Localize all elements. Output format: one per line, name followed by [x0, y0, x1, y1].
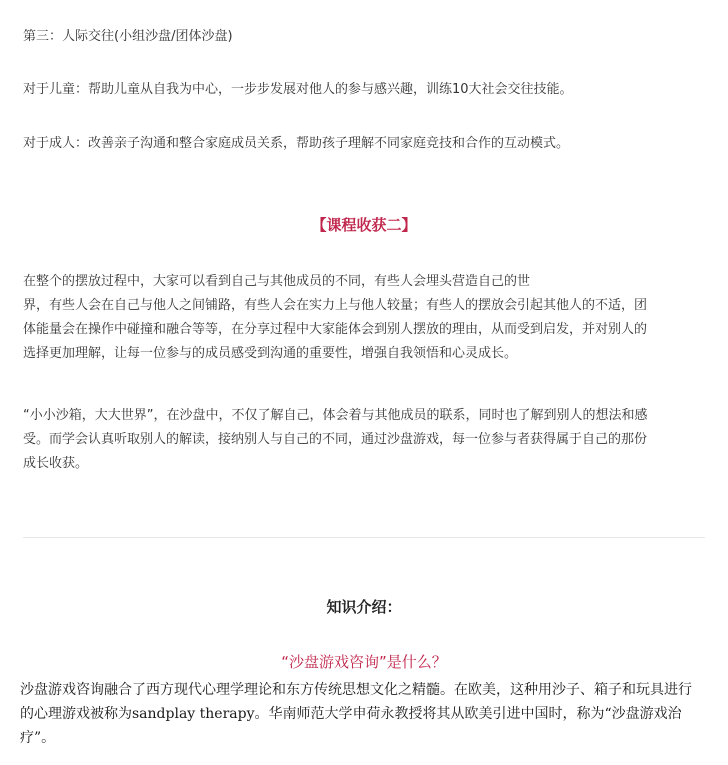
course-gain-paragraph-1	[23, 270, 703, 366]
for-adults-text: 对于成人：改善亲子沟通和整合家庭成员关系，帮助孩子理解不同家庭竞技和合作的互动模式。	[23, 136, 570, 151]
knowledge-paragraph	[20, 678, 710, 750]
paragraph-line: 选择更加理解，让每一位参与的成员感受到沟通的重要性，增强自我领悟和心灵成长。	[23, 346, 518, 361]
knowledge-title: 知识介绍：	[326, 598, 402, 616]
paragraph-line: 受。而学会认真听取别人的解读，接纳别人与自己的不同，通过沙盘游戏，每一位参与者获得属于自己的那份	[23, 432, 648, 447]
paragraph-line: 体能量会在操作中碰撞和融合等等，在分享过程中大家能体会到别人摆放的理由，从而受到启发，并对别人的	[23, 322, 648, 337]
paragraph-line: 沙盘游戏咨询融合了西方现代心理学理论和东方传统思想文化之精髓。在欧美，这种用沙子、箱子和玩具进行	[20, 682, 692, 698]
paragraph-line: 的心理游戏被称为sandplay therapy。华南师范大学申荷永教授将其从欧美引进中国时，称为“沙盘游戏治	[20, 706, 682, 722]
question-title: “沙盘游戏咨询”是什么？	[281, 653, 447, 671]
paragraph-line: “小小沙箱，大大世界”，在沙盘中，不仅了解自己，体会着与其他成员的联系，同时也了解到别人的想法和感	[23, 408, 648, 423]
paragraph-line: 成长收获。	[23, 456, 89, 471]
paragraph-line: 疗”。	[20, 730, 56, 746]
paragraph-line: 界，有些人会在自己与他人之间铺路，有些人会在实力上与他人较量；有些人的摆放会引起其他人的不适，团	[23, 298, 648, 313]
paragraph-line: 在整个的摆放过程中，大家可以看到自己与其他成员的不同，有些人会埋头营造自己的世	[23, 274, 531, 289]
for-children-text: 对于儿童：帮助儿童从自我为中心，一步步发展对他人的参与感兴趣，训练10大社会交往技能。	[23, 82, 573, 97]
section-divider	[23, 537, 705, 538]
course-gain-paragraph-2	[23, 404, 703, 476]
item-three-heading: 第三：人际交往(小组沙盘/团体沙盘)	[23, 29, 233, 44]
course-gain-heading: 【课程收获二】	[311, 216, 417, 234]
